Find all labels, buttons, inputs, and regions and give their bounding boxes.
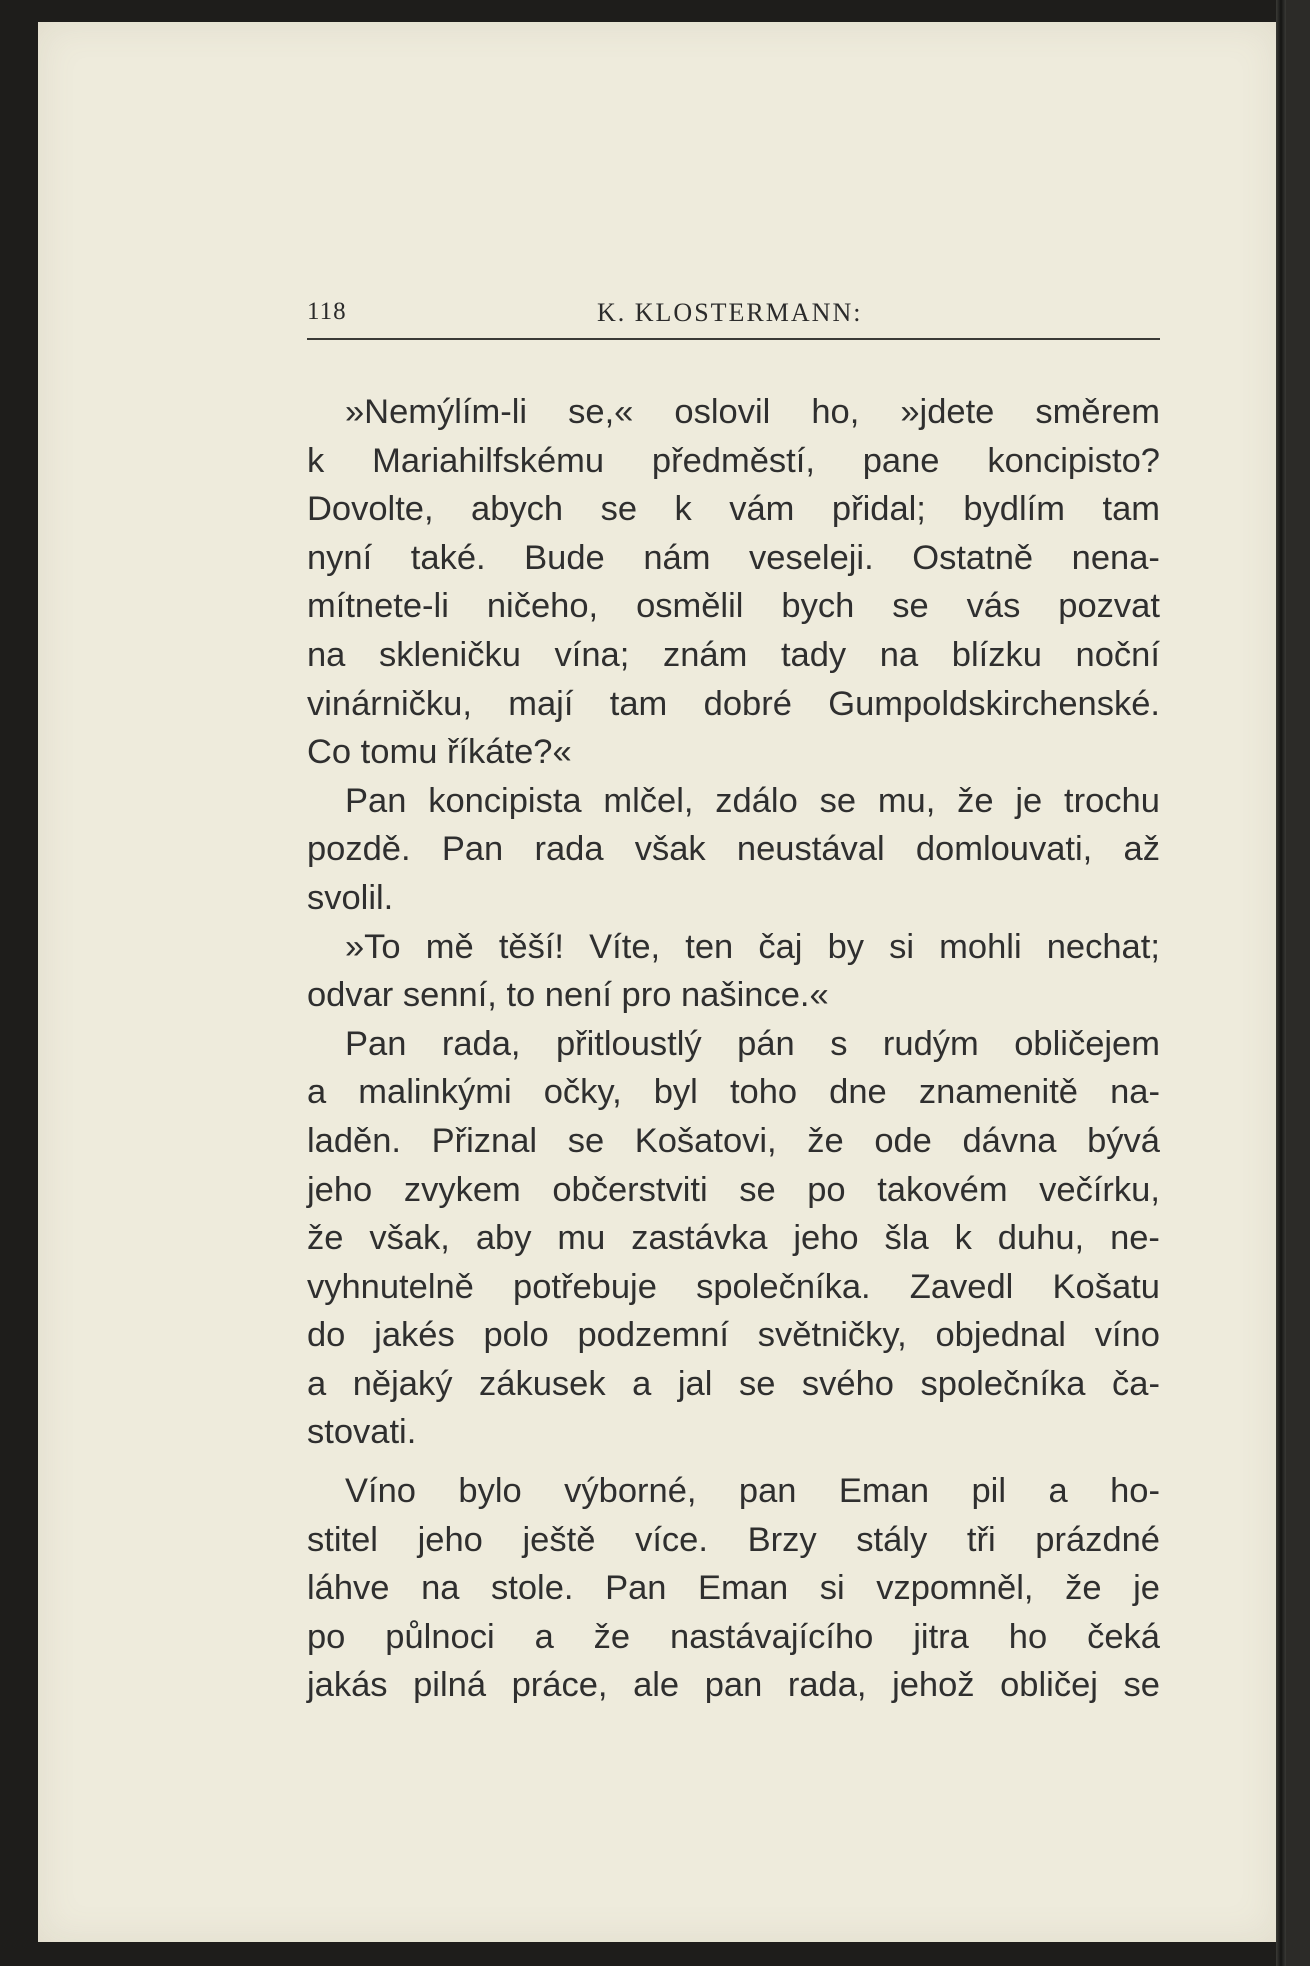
- text-line: odvar senní, to není pro našince.«: [307, 976, 829, 1015]
- text-line: vyhnutelně potřebuje společníka. Zavedl Košatu: [307, 1267, 1160, 1306]
- page-number: 118: [307, 298, 347, 325]
- text-line: a malinkými očky, byl toho dne znamenitě na-: [307, 1073, 1160, 1112]
- text-line: vinárničku, mají tam dobré Gumpoldskirchenské.: [307, 684, 1160, 723]
- text-line: nyní také. Bude nám veseleji. Ostatně nena-: [307, 538, 1160, 577]
- text-line: jakás pilná práce, ale pan rada, jehož obličej se: [307, 1666, 1160, 1705]
- text-line: pozdě. Pan rada však neustával domlouvati, až: [307, 830, 1160, 869]
- text-line: Dovolte, abych se k vám přidal; bydlím tam: [307, 490, 1160, 529]
- text-line: k Mariahilfskému předměstí, pane koncipisto?: [307, 441, 1160, 480]
- text-line: stovati.: [307, 1413, 417, 1452]
- running-head: K. KLOSTERMANN:: [597, 298, 863, 327]
- text-line: Co tomu říkáte?«: [307, 733, 572, 772]
- text-line: že však, aby mu zastávka jeho šla k duhu, ne-: [307, 1219, 1160, 1258]
- text-line: do jakés polo podzemní světničky, objednal víno: [307, 1316, 1160, 1355]
- text-line: Pan koncipista mlčel, zdálo se mu, že je trochu: [345, 781, 1160, 820]
- text-line: mítnete-li ničeho, osmělil bych se vás pozvat: [307, 587, 1160, 626]
- book-edge: [1286, 0, 1310, 1966]
- text-line: láhve na stole. Pan Eman si vzpomněl, že je: [307, 1569, 1160, 1608]
- page-header: [307, 294, 1160, 340]
- text-line: na skleničku vína; znám tady na blízku noční: [307, 635, 1160, 674]
- text-line: po půlnoci a že nastávajícího jitra ho čeká: [307, 1617, 1160, 1656]
- text-line: jeho zvykem občerstviti se po takovém večírku,: [307, 1170, 1160, 1209]
- body-text: [307, 388, 1160, 1710]
- text-line: svolil.: [307, 878, 394, 917]
- text-line: stitel jeho ještě více. Brzy stály tři prázdné: [307, 1520, 1160, 1559]
- text-line: »Nemýlím-li se,« oslovil ho, »jdete směrem: [345, 393, 1160, 431]
- text-line: Víno bylo výborné, pan Eman pil a ho-: [345, 1472, 1160, 1511]
- text-line: Pan rada, přitloustlý pán s rudým obličejem: [345, 1024, 1160, 1063]
- text-line: laděn. Přiznal se Košatovi, že ode dávna bývá: [307, 1121, 1160, 1160]
- text-line: »To mě těší! Víte, ten čaj by si mohli nechat;: [345, 927, 1160, 966]
- book-spine-shadow: [1276, 0, 1286, 1966]
- text-line: a nějaký zákusek a jal se svého společníka ča-: [307, 1364, 1160, 1403]
